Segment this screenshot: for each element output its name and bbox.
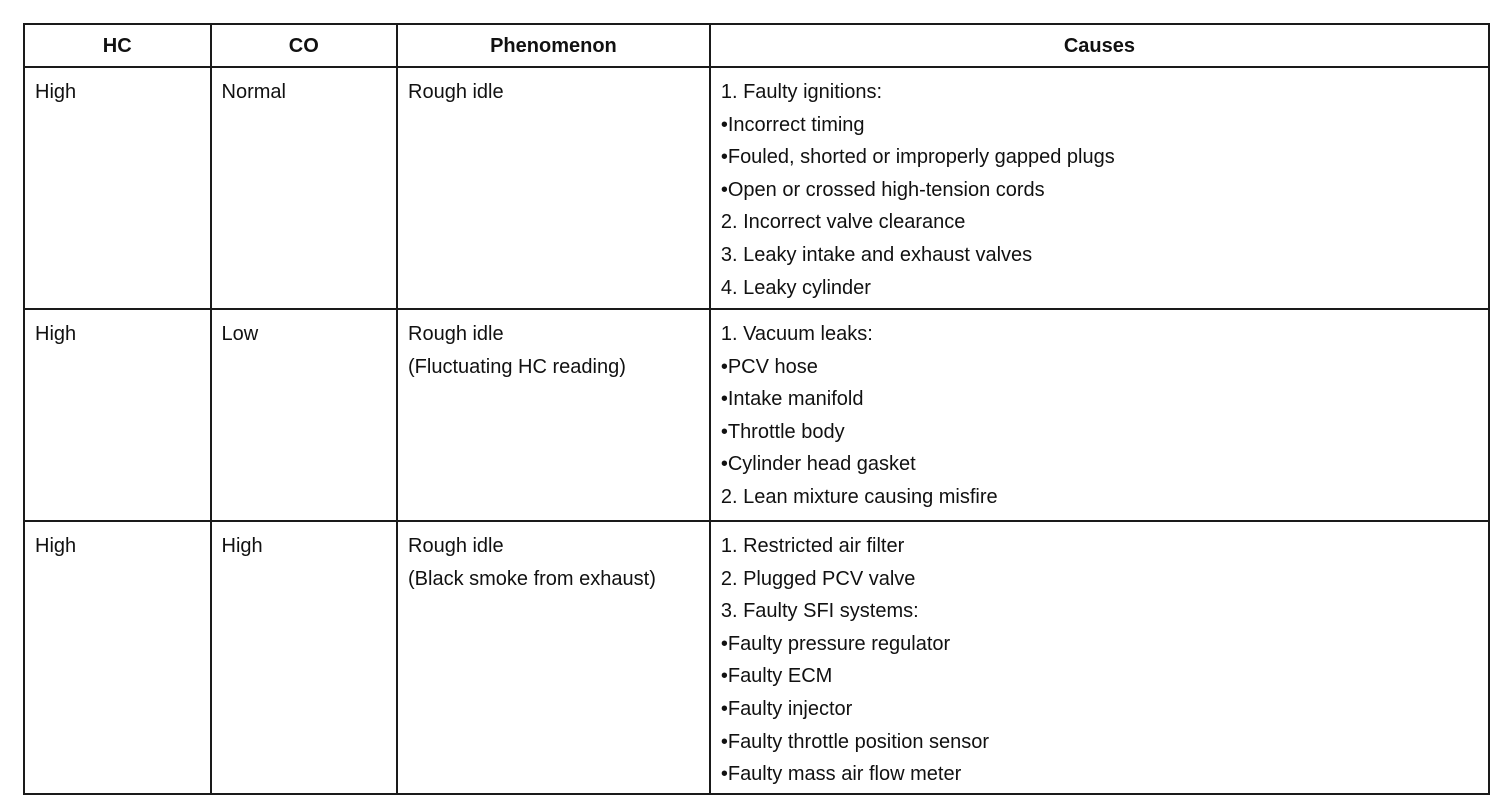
cell-phenomenon xyxy=(397,309,710,521)
table-row xyxy=(24,67,1489,309)
cause-line: •Intake manifold xyxy=(720,388,864,411)
cell-phenomenon xyxy=(397,67,710,309)
phenomenon-line: (Fluctuating HC reading) xyxy=(408,355,626,378)
cell-causes xyxy=(710,521,1489,794)
table-row xyxy=(24,521,1489,794)
cause-line: •Faulty mass air flow meter xyxy=(720,763,962,786)
cause-line: •Faulty throttle position sensor xyxy=(720,730,990,753)
phenomenon-line: (Black smoke from exhaust) xyxy=(408,567,656,590)
cause-line: 2. Incorrect valve clearance xyxy=(720,211,966,234)
phenomenon-line: Rough idle xyxy=(408,535,504,557)
cause-line: 1. Vacuum leaks: xyxy=(720,323,873,345)
table-row xyxy=(24,309,1489,521)
header-co: CO xyxy=(211,24,398,67)
cell-co: High xyxy=(211,521,398,794)
cause-line: 1. Faulty ignitions: xyxy=(720,81,883,103)
cell-co: Normal xyxy=(211,67,398,309)
cell-hc: High xyxy=(24,67,211,309)
cause-line: •Throttle body xyxy=(720,420,845,443)
header-hc: HC xyxy=(24,24,211,67)
header-causes: Causes xyxy=(710,24,1489,67)
cause-line: •PCV hose xyxy=(720,355,818,378)
cause-line: •Open or crossed high-tension cords xyxy=(720,178,1045,201)
header-phenomenon: Phenomenon xyxy=(397,24,710,67)
cause-line: •Cylinder head gasket xyxy=(720,453,916,476)
phenomenon-line: Rough idle xyxy=(408,323,504,345)
phenomenon-line: Rough idle xyxy=(408,81,504,103)
diagnosis-table xyxy=(23,23,1490,795)
cell-causes xyxy=(710,309,1489,521)
cell-hc: High xyxy=(24,309,211,521)
header-row xyxy=(24,24,1489,67)
cause-line: •Incorrect timing xyxy=(720,113,865,136)
cause-line: 3. Leaky intake and exhaust valves xyxy=(720,243,1033,266)
cause-line: 1. Restricted air filter xyxy=(720,535,905,557)
cause-line: •Fouled, shorted or improperly gapped plugs xyxy=(720,146,1115,169)
cause-line: 2. Plugged PCV valve xyxy=(720,567,916,590)
cell-phenomenon xyxy=(397,521,710,794)
cell-causes xyxy=(710,67,1489,309)
cause-line: 4. Leaky cylinder xyxy=(720,276,871,299)
cell-co: Low xyxy=(211,309,398,521)
cause-line: •Faulty ECM xyxy=(720,665,833,688)
cell-hc: High xyxy=(24,521,211,794)
cause-line: 2. Lean mixture causing misfire xyxy=(720,485,998,508)
cause-line: •Faulty pressure regulator xyxy=(720,632,951,655)
cause-line: •Faulty injector xyxy=(720,697,853,720)
cause-line: 3. Faulty SFI systems: xyxy=(720,600,919,623)
